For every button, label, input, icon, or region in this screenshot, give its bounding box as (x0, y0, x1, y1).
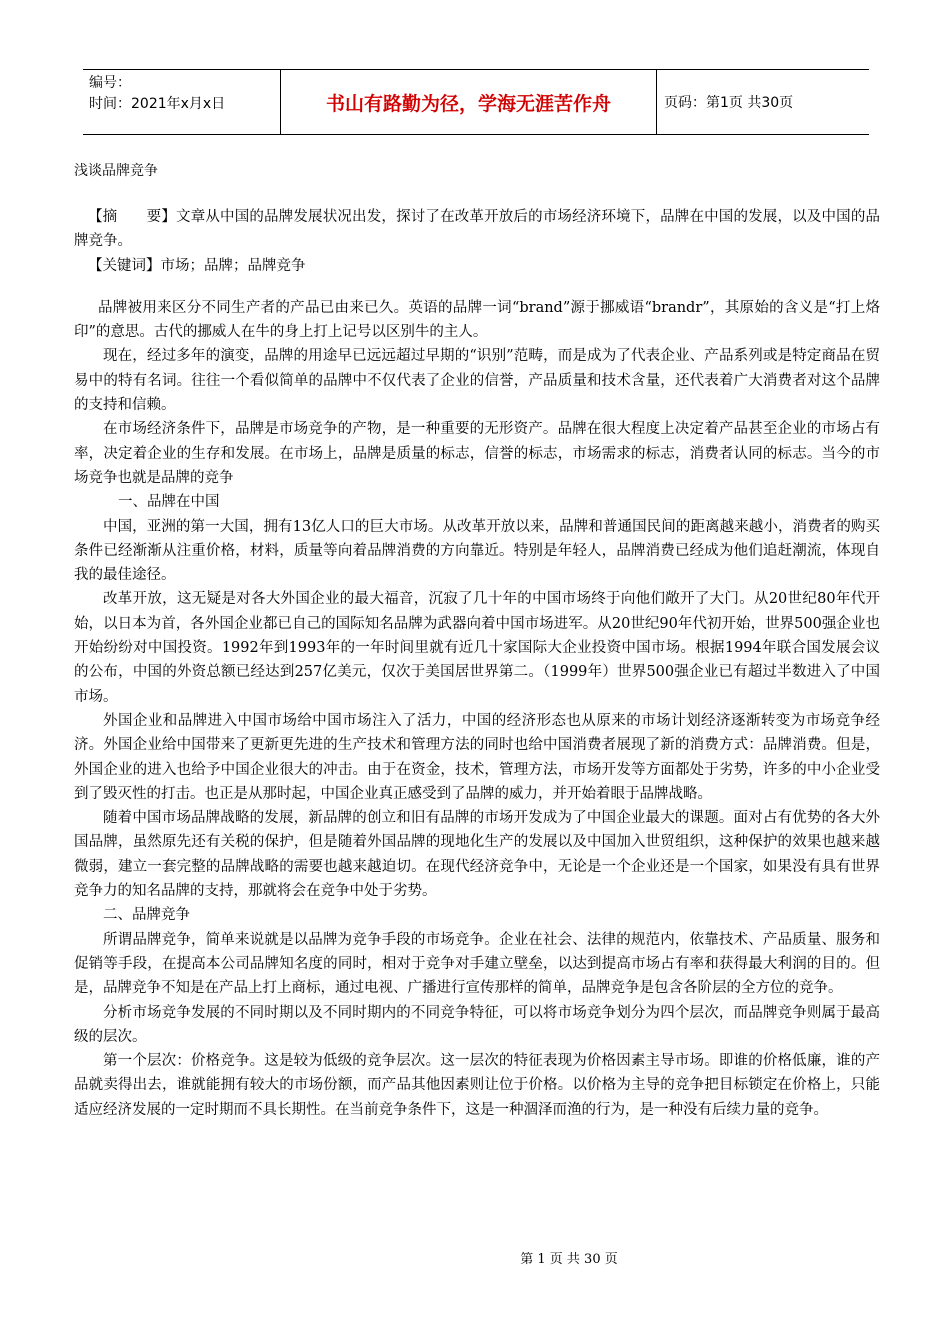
paragraph: 中国，亚洲的第一大国，拥有13亿人口的巨大市场。从改革开放以来，品牌和普通国民间的距离越来越小，消费者的购买条件已经渐渐从注重价格，材料，质量等向着品牌消费的方向靠近。特别是年轻人，品牌消费已经成为他们追赶潮流，体现自我的最佳途径。 (74, 518, 880, 584)
paragraph: 在市场经济条件下，品牌是市场竞争的产物，是一种重要的无形资产。品牌在很大程度上决定着产品甚至企业的市场占有率，决定着企业的生存和发展。在市场上，品牌是质量的标志，信誉的标志，市场需求的标志，消费者认同的标志。当今的市场竞争也就是品牌的竞争 (74, 421, 880, 486)
paragraph: 外国企业和品牌进入中国市场给中国市场注入了活力，中国的经济形态也从原来的市场计划经济逐渐转变为市场竞争经济。外国企业给中国带来了更新更先进的生产技术和管理方法的同时也给中国消费者展现了新的消费方式：品牌消费。但是，外国企业的进入也给予中国企业很大的冲击。由于在资金，技术，管理方法，市场开发等方面都处于劣势，许多的中小企业受到了毁灭性的打击。也正是从那时起，中国企业真正感受到了品牌的威力，并开始着眼于品牌战略。 (74, 712, 880, 802)
page-footer: 第 1 页 共 30 页 (520, 1252, 618, 1267)
document-body (74, 205, 880, 1122)
paragraph: 第一个层次：价格竞争。这是较为低级的竞争层次。这一层次的特征表现为价格因素主导市场。即谁的价格低廉，谁的产品就卖得出去，谁就能拥有较大的市场份额，而产品其他因素则让位于价格。以价格为主导的竞争把目标锁定在价格上，只能适应经济发展的一定时期而不具长期性。在当前竞争条件下，这是一种涸泽而渔的行为，是一种没有后续力量的竞争。 (74, 1053, 880, 1118)
header-meta-cell (83, 70, 281, 134)
paragraph: 品牌被用来区分不同生产者的产品已由来已久。英语的品牌一词“brand”源于挪威语“brandr”，其原始的含义是“打上烙印”的意思。古代的挪威人在牛的身上打上记号以区别牛的主人。 (74, 299, 880, 341)
header-number-label: 编号： (89, 75, 131, 91)
header-table (83, 69, 869, 135)
keywords: 【关键词】市场；品牌；品牌竞争 (88, 257, 306, 274)
header-motto: 书山有路勤为径，学海无涯苦作舟 (281, 70, 657, 134)
paragraph: 分析市场竞争发展的不同时期以及不同时期内的不同竞争特征，可以将市场竞争划分为四个层次，而品牌竞争则属于最高级的层次。 (74, 1004, 880, 1045)
header-page-info: 页码：第1页 共30页 (664, 95, 794, 111)
abstract: 【摘 要】文章从中国的品牌发展状况出发，探讨了在改革开放后的市场经济环境下，品牌在中国的发展，以及中国的品牌竞争。 (74, 209, 880, 250)
paragraph: 随着中国市场品牌战略的发展，新品牌的创立和旧有品牌的市场开发成为了中国企业最大的课题。面对占有优势的各大外国品牌，虽然原先还有关税的保护，但是随着外国品牌的现地化生产的发展以及中国加入世贸组织，这种保护的效果也越来越微弱，建立一套完整的品牌战略的需要也越来越迫切。在现代经济竞争中，无论是一个企业还是一个国家，如果没有具有世界竞争力的知名品牌的支持，那就将会在竞争中处于劣势。 (74, 810, 880, 900)
section-heading: 一、品牌在中国 (118, 494, 220, 511)
section-heading: 二、品牌竞争 (103, 907, 190, 924)
paragraph: 所谓品牌竞争，简单来说就是以品牌为竞争手段的市场竞争。企业在社会、法律的规范内，依靠技术、产品质量、服务和促销等手段，在提高本公司品牌知名度的同时，相对于竞争对手建立壁垒，以达到提高市场占有率和获得最大利润的目的。但是，品牌竞争不知是在产品上打上商标，通过电视、广播进行宣传那样的简单，品牌竞争是包含各阶层的全方位的竞争。 (74, 931, 880, 997)
header-time-label: 时间：2021年x月x日 (89, 96, 226, 112)
document-title: 浅谈品牌竞争 (74, 163, 158, 179)
paragraph: 现在，经过多年的演变，品牌的用途早已远远超过早期的“识别”范畴，而是成为了代表企业、产品系列或是特定商品在贸易中的特有名词。往往一个看似简单的品牌中不仅代表了企业的信誉，产品质量和技术含量，还代表着广大消费者对这个品牌的支持和信赖。 (74, 348, 880, 414)
paragraph: 改革开放，这无疑是对各大外国企业的最大福音，沉寂了几十年的中国市场终于向他们敞开了大门。从20世纪80年代开始，以日本为首，各外国企业都已自己的国际知名品牌为武器向着中国市场进军。从20世纪90年代初开始，世界500强企业也开始纷纷对中国投资。1992年到1993年的一年时间里就有近几十家国际大企业投资中国市场。根据1994年联合国发展会议的公布，中国的外资总额已经达到257亿美元，仅次于美国居世界第二。（1999年）世界500强企业已有超过半数进入了中国市场。 (74, 591, 880, 705)
